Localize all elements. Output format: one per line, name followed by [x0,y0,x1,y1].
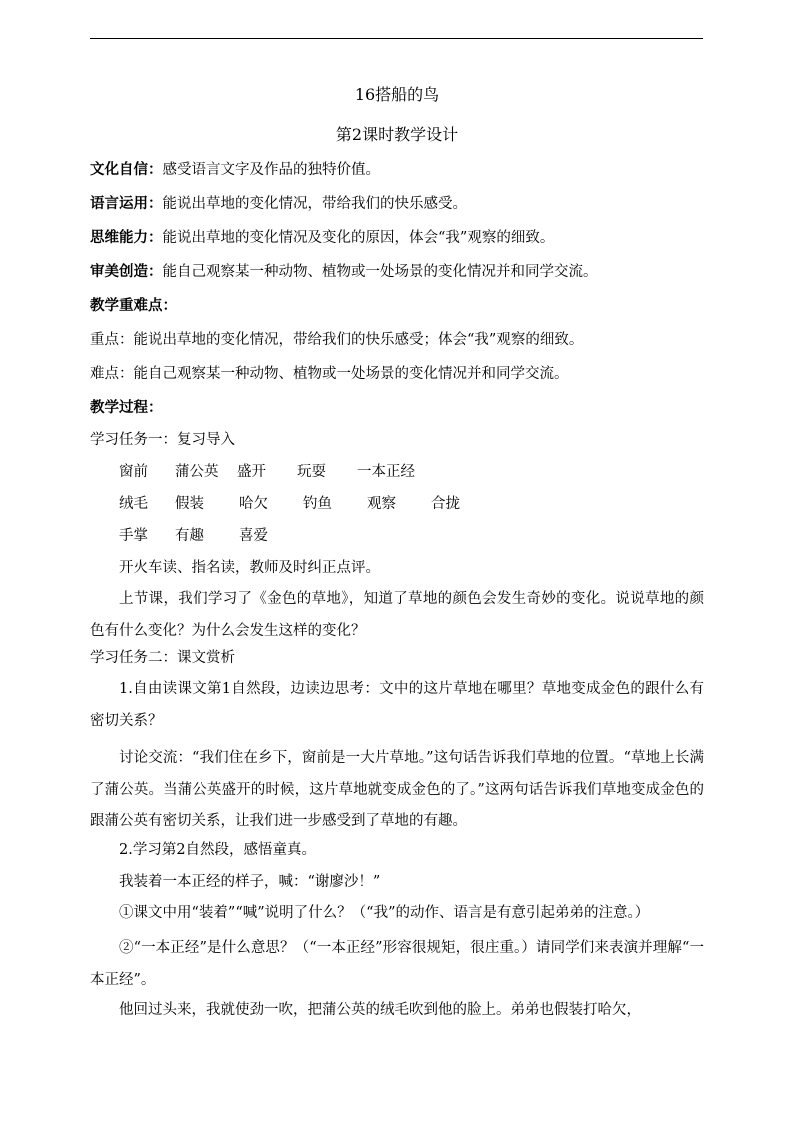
question-1: ①课文中用“装着”“喊”说明了什么？（“我”的动作、语言是有意引起弟弟的注意。） [119,904,650,921]
process-heading: 教学过程： [90,399,163,416]
vocab-word: 观察 [367,496,396,512]
objective-thinking [90,228,704,248]
discussion-paragraph: 讨论交流：“我们住在乡下，窗前是一大片草地。”这句话告诉我们草地的位置。“草地上长满了蒲公英。当蒲公英盛开的时候，这片草地就变成金色的了。”这两句话告诉我们草地变成金色的跟蒲公英有密切关系，让我们进一步感受到了草地的有趣。 [90,750,704,829]
difficult-point: 难点：能自己观察某一种动物、植物或一处场景的变化情况并和同学交流。 [90,366,569,382]
objective-label: 语言运用： [90,195,163,212]
objective-text: 能说出草地的变化情况，带给我们的快乐感受。 [162,196,467,212]
vocab-row-2 [90,494,704,514]
step1-paragraph: 1.自由读课文第1自然段，边读边思考：文中的这片草地在哪里？草地变成金色的跟什么有密切关系？ [90,681,704,729]
vocab-word: 喜爱 [239,528,268,544]
task1-heading: 学习任务一：复习导入 [90,432,235,448]
vocab-row-3 [90,526,704,546]
vocab-word: 玩耍 [297,464,326,480]
document-body [90,84,704,1020]
vocab-word: 有趣 [175,528,204,544]
objective-label: 审美创造： [90,263,163,280]
vocab-word: 假装 [175,496,204,512]
vocab-row-1 [90,462,704,482]
vocab-word: 钓鱼 [303,496,332,512]
read-instruction: 开火车读、指名读，教师及时纠正点评。 [119,560,380,576]
objective-language [90,194,704,214]
document-subtitle: 第2课时教学设计 [335,125,459,144]
question-2: ②“一本正经”是什么意思？（“一本正经”形容很规矩，很庄重。）请同学们来表演并理解“一本正经”。 [90,940,704,988]
vocab-word: 窗前 [119,464,148,480]
objective-text: 能说出草地的变化情况及变化的原因，体会“我”观察的细致。 [162,230,555,246]
document-title: 16搭船的鸟 [354,85,440,104]
vocab-word: 盛开 [237,464,266,480]
vocab-word: 蒲公英 [175,464,219,480]
vocab-word: 哈欠 [239,496,268,512]
header-rule [90,38,703,39]
objective-text: 感受语言文字及作品的独特价值。 [162,162,380,178]
step2-heading: 2.学习第2自然段，感悟童真。 [119,841,317,858]
task2-heading: 学习任务二：课文赏析 [90,650,235,666]
review-paragraph: 上节课，我们学习了《金色的草地》，知道了草地的颜色会发生奇妙的变化。说说草地的颜色有什么变化？为什么会发生这样的变化？ [90,591,704,639]
key-points-heading: 教学重难点： [90,297,177,314]
vocab-word: 手掌 [119,528,148,544]
vocab-word: 一本正经 [357,464,415,480]
objective-label: 文化自信： [90,161,163,178]
objective-culture [90,160,704,180]
vocab-word: 绒毛 [119,496,148,512]
quote-paragraph: 我装着一本正经的样子，喊：“谢廖沙！” [119,873,381,890]
last-paragraph: 他回过头来，我就使劲一吹，把蒲公英的绒毛吹到他的脸上。弟弟也假装打哈欠， [119,1002,641,1018]
objective-text: 能自己观察某一种动物、植物或一处场景的变化情况并和同学交流。 [162,264,598,280]
objective-aesthetic [90,262,704,282]
objective-label: 思维能力： [90,229,163,246]
key-point: 重点：能说出草地的变化情况，带给我们的快乐感受；体会“我”观察的细致。 [90,332,584,348]
vocab-word: 合拢 [431,496,460,512]
